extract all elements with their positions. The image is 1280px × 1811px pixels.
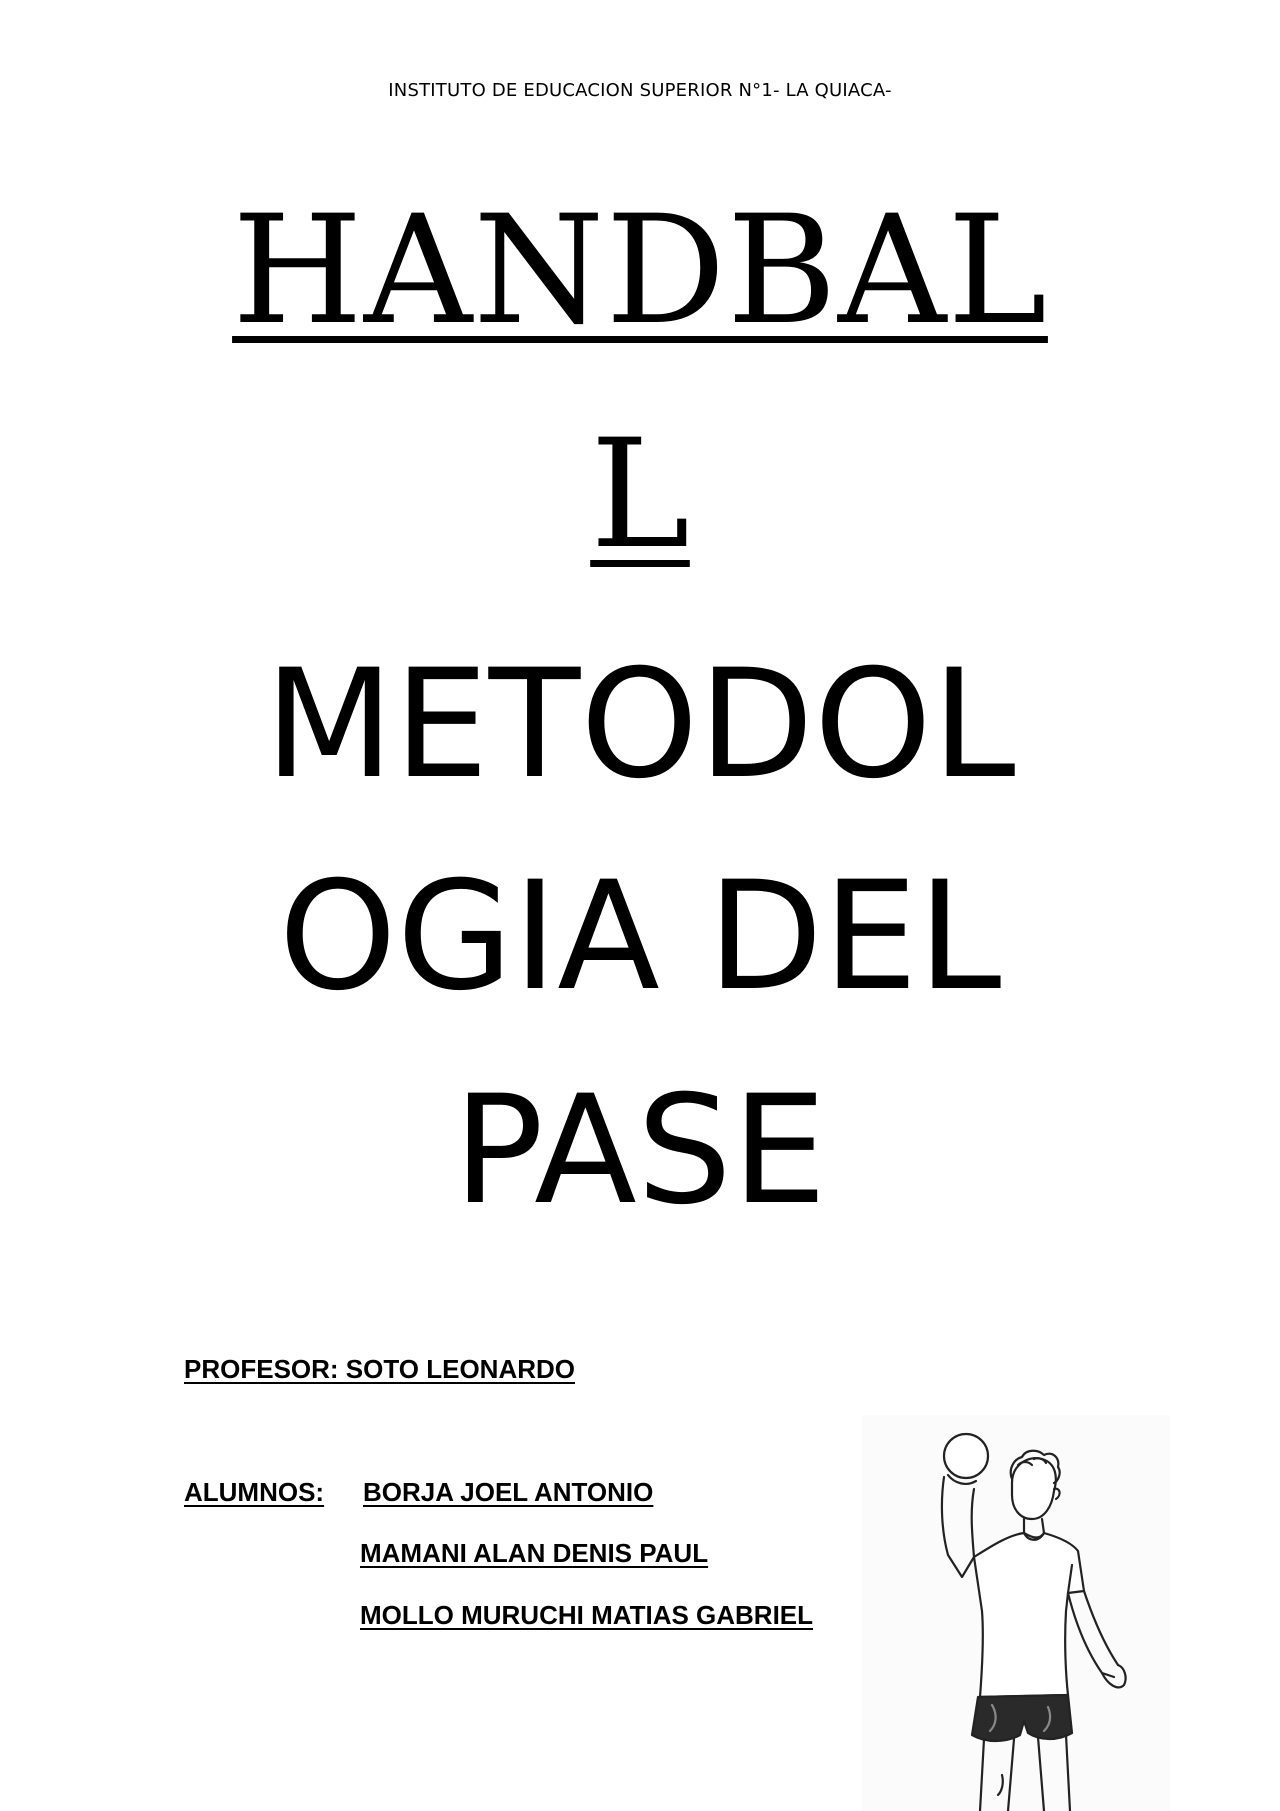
ball-icon [944,1434,988,1478]
title-line-2: L [590,408,690,582]
student-name: BORJA JOEL ANTONIO [363,1477,654,1507]
subtitle-line-1: METODOL [264,638,1016,812]
handball-player-icon [862,1415,1170,1811]
student-name: MOLLO MURUCHI MATIAS GABRIEL [360,1600,814,1630]
student-name: MAMANI ALAN DENIS PAUL [360,1538,709,1568]
professor-credit: PROFESOR: SOTO LEONARDO [184,1354,575,1384]
subtitle-line-2: OGIA DEL [278,850,1002,1024]
students-label: ALUMNOS: [184,1477,325,1507]
subtitle-line-3: PASE [453,1064,827,1238]
title-line-1: HANDBAL [232,184,1048,358]
institution-header: INSTITUTO DE EDUCACION SUPERIOR N°1- LA QUIACA- [388,80,892,101]
